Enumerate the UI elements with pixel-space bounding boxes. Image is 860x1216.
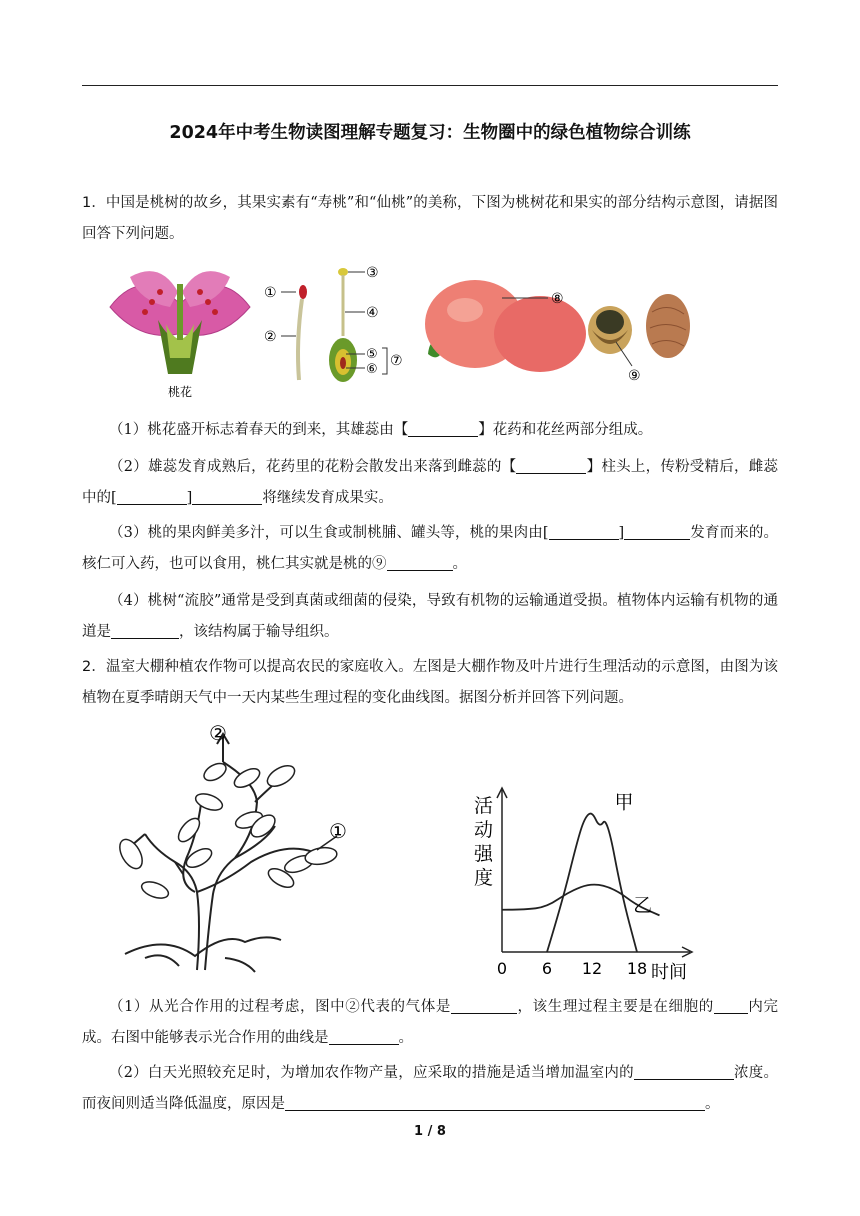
q1-part-4-text-b: ，该结构属于输导组织。 [179, 624, 339, 640]
series-line-1 [547, 814, 637, 952]
answer-blank-1[interactable] [408, 420, 478, 437]
answer-blank-12[interactable] [634, 1063, 734, 1080]
y-axis-label-char: 活 [474, 795, 494, 817]
q1-part-4 [82, 586, 778, 648]
x-tick-label: 12 [581, 959, 603, 978]
q1-part-2-text-c: ] [186, 490, 193, 506]
q2-part-2-text-c: 。 [705, 1096, 720, 1112]
stamen-drawing [281, 285, 307, 380]
series-label-2: 乙 [633, 894, 653, 917]
q1-part-1-text-a: （1）桃花盛开标志着春天的到来，其雄蕊由【 [109, 422, 409, 438]
q1-part-2-text-b: 】柱头上，传粉受精后，雌蕊中的[ [82, 459, 779, 506]
q1-part-3-text-c: 发育而来的。核仁可入药，也可以食用，桃仁其实就是桃的⑨ [82, 525, 778, 572]
q2-part-2 [82, 1058, 778, 1120]
x-tick-label: 0 [496, 959, 508, 978]
label-1: ① [264, 285, 277, 301]
y-axis-label-char: 度 [474, 867, 494, 889]
x-tick-label: 6 [541, 959, 553, 978]
answer-blank-11[interactable] [329, 1028, 399, 1045]
label-4: ④ [366, 305, 379, 321]
q1-part-2-text-a: （2）雄蕊发育成熟后，花药里的花粉会散发出来落到雌蕊的【 [109, 459, 517, 475]
q2-part-1-text-d: 。 [398, 1030, 413, 1046]
peach-pit-image [588, 294, 690, 366]
page-title: 2024年中考生物读图理解专题复习：生物圈中的绿色植物综合训练 [169, 123, 691, 143]
activity-intensity-chart [468, 782, 698, 982]
q2-part-2-text-b: 浓度。而夜间则适当降低温度，原因是 [82, 1065, 779, 1112]
q1-part-3-text-a: （3）桃的果肉鲜美多汁，可以生食或制桃脯、罐头等，桃的果肉由[ [109, 525, 549, 541]
q1-stem [82, 188, 778, 250]
pistil-drawing [329, 268, 387, 382]
answer-blank-13[interactable] [285, 1094, 705, 1111]
page-number: 1 / 8 [414, 1124, 446, 1139]
peach-flower-figure [100, 262, 700, 402]
series-label-1: 甲 [614, 791, 634, 814]
q1-number: 1． [82, 195, 106, 211]
q2-number: 2． [82, 659, 106, 675]
q1-part-1 [82, 415, 778, 446]
y-axis-label-char: 动 [474, 819, 494, 841]
plant-label-2: ② [209, 722, 227, 745]
q1-part-3-text-d: 。 [452, 556, 467, 572]
plant-label-1: ① [329, 819, 347, 843]
q1-part-4-text-a: （4）桃树“流胶”通常是受到真菌或细菌的侵染，导致有机物的运输通道受损。植物体内运输有机物的通道是 [82, 593, 778, 640]
flower-caption: 桃花 [167, 385, 193, 399]
y-axis-label [474, 795, 494, 889]
q1-stem-text: 中国是桃树的故乡，其果实素有“寿桃”和“仙桃”的美称，下图为桃树花和果实的部分结构示意图，请据图回答下列问题。 [82, 195, 778, 242]
label-5: ⑤ [366, 347, 378, 362]
answer-blank-5[interactable] [549, 523, 619, 540]
q2-part-2-text-a: （2）白天光照较充足时，为增加农作物产量，应采取的措施是适当增加温室内的 [109, 1065, 634, 1081]
label-6: ⑥ [366, 362, 378, 377]
q1-part-3-text-b: ] [618, 525, 625, 541]
x-tick-label: 18 [626, 959, 648, 978]
header-rule [82, 85, 778, 86]
answer-blank-4[interactable] [192, 488, 262, 505]
x-axis-label: 时间 [651, 962, 687, 982]
answer-blank-7[interactable] [387, 554, 453, 571]
plant-diagram [105, 722, 365, 977]
answer-blank-9[interactable] [451, 997, 517, 1014]
y-axis-label-char: 强 [474, 843, 494, 865]
peach-flower-image [110, 271, 250, 374]
q2-stem-text: 温室大棚种植农作物可以提高农民的家庭收入。左图是大棚作物及叶片进行生理活动的示意图，由图为该植物在夏季晴朗天气中一天内某些生理过程的变化曲线图。据图分析并回答下列问题。 [82, 659, 778, 706]
q2-stem [82, 652, 778, 714]
q1-part-2-text-d: 将继续发育成果实。 [262, 490, 393, 506]
q2-part-1-text-c: 内完成。右图中能够表示光合作用的曲线是 [82, 999, 779, 1046]
q2-part-1-text-a: （1）从光合作用的过程考虑，图中②代表的气体是 [109, 999, 451, 1015]
answer-blank-6[interactable] [624, 523, 690, 540]
answer-blank-8[interactable] [111, 622, 179, 639]
answer-blank-10[interactable] [714, 997, 748, 1014]
q1-part-2 [82, 452, 778, 514]
label-7: ⑦ [390, 353, 403, 369]
label-9: ⑨ [628, 368, 641, 384]
label-3: ③ [366, 265, 379, 281]
answer-blank-3[interactable] [117, 488, 187, 505]
label-8: ⑧ [551, 291, 564, 307]
q2-part-1-text-b: ，该生理过程主要是在细胞的 [516, 999, 714, 1015]
q1-part-1-text-b: 】花药和花丝两部分组成。 [478, 422, 653, 438]
q2-part-1 [82, 992, 778, 1054]
q1-part-3 [82, 518, 778, 580]
answer-blank-2[interactable] [516, 457, 586, 474]
label-2: ② [264, 329, 277, 345]
